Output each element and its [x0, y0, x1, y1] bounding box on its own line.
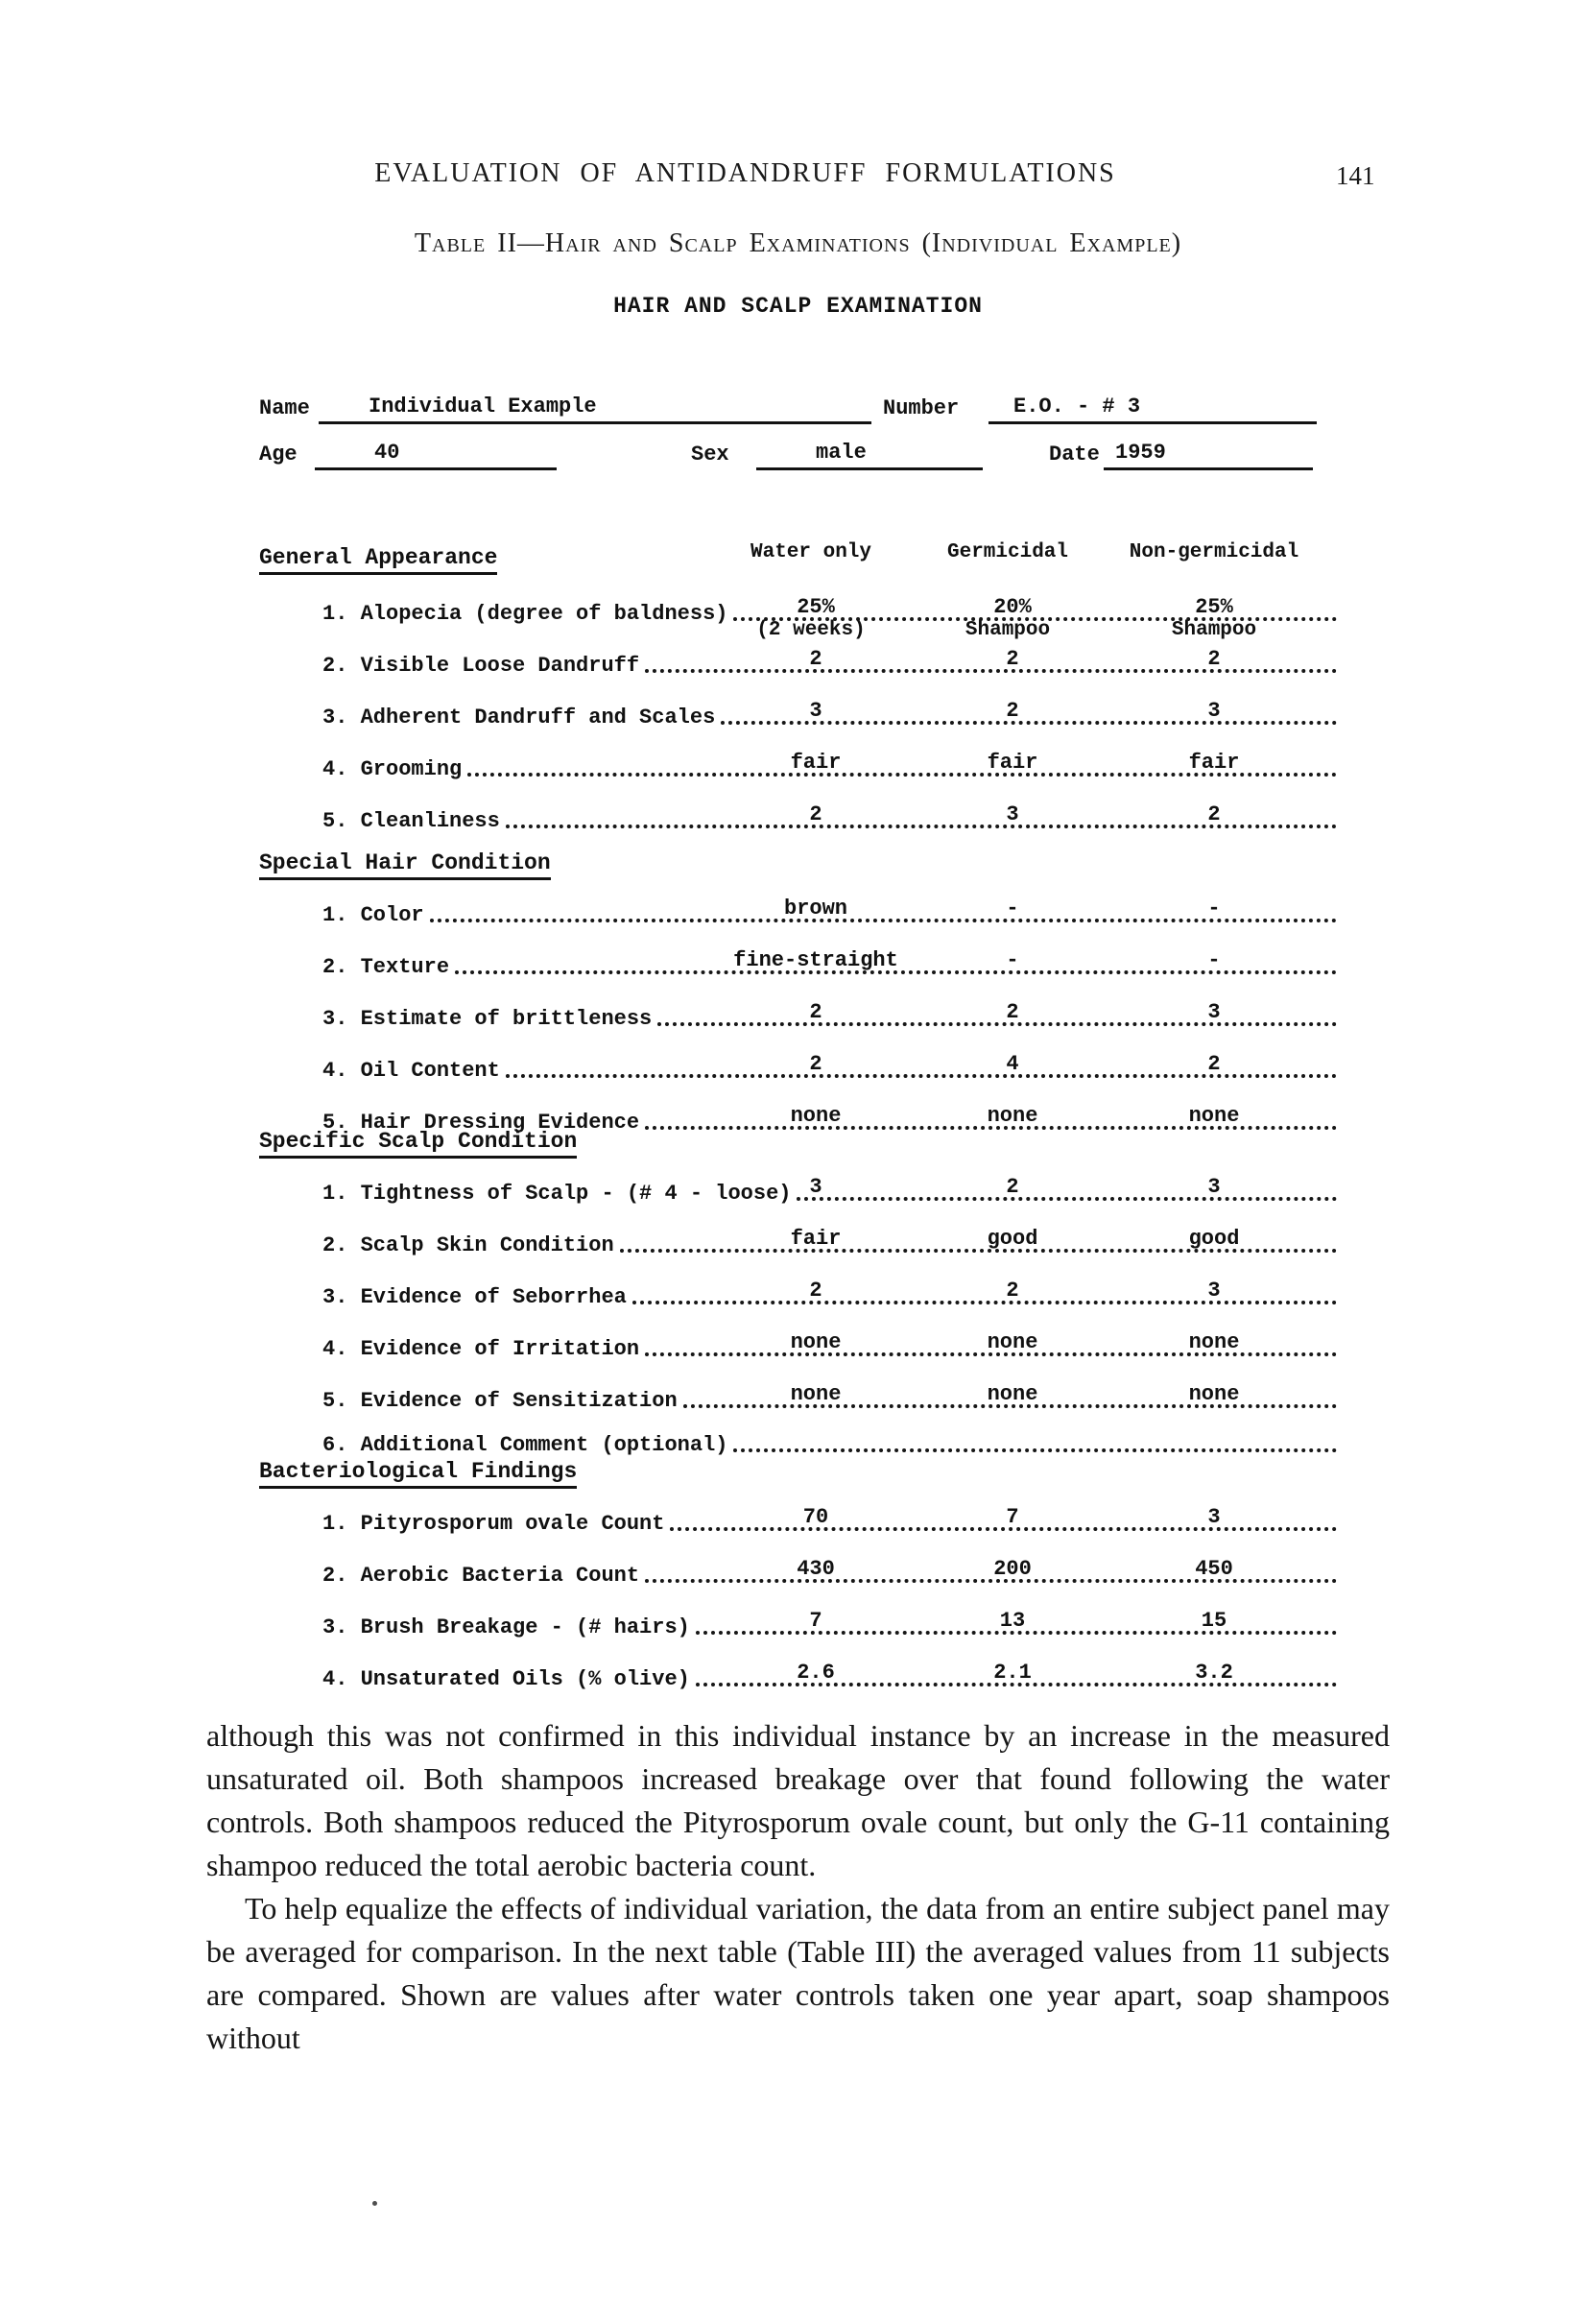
form-item-row	[322, 641, 1339, 680]
section-heading: General Appearance	[259, 545, 497, 575]
form-item-value: 3	[809, 1175, 822, 1199]
dotted-leader	[645, 1579, 1337, 1583]
form-item-row	[322, 1603, 1339, 1641]
body-paragraph: although this was not confirmed in this individual instance by an increase in the measured unsaturated oil. Both shampoos increased breakage over that found following the water controls. Both shampoos reduced the Pityrosporum ovale count, but only the G-11 containing shampoo reduced the total aerobic bacteria count.	[206, 1718, 1390, 1882]
form-item-label: 4. Evidence of Irritation	[322, 1337, 640, 1361]
form-item-value: good	[1188, 1227, 1240, 1251]
form-item-value: 13	[999, 1609, 1026, 1633]
table-caption: Table II—Hair and Scalp Examinations (Individual Example)	[414, 228, 1182, 258]
form-item-value: 7	[809, 1609, 822, 1633]
sex-field-underline	[756, 435, 983, 470]
body-paragraph: To help equalize the effects of individual variation, the data from an entire subject panel may be averaged for comparison. In the next table (Table III) the averaged values from 11 subjects are compared. Shown are values after water controls taken one year apart, soap shampoos without	[206, 1891, 1390, 2055]
date-field-value: 1959	[1115, 441, 1166, 465]
form-item-label: 2. Texture	[322, 955, 450, 979]
scan-artifact-dot	[372, 2201, 377, 2206]
form-item-row	[322, 1421, 1339, 1459]
form-item-row	[322, 891, 1339, 929]
form-item-row	[322, 589, 1339, 628]
dotted-leader	[797, 1197, 1337, 1201]
form-item-value: fine-straight	[733, 948, 898, 972]
form-item-row	[322, 1221, 1339, 1259]
sex-field-label: Sex	[691, 442, 729, 466]
form-item-value: 2	[809, 1052, 822, 1076]
form-item-value: none	[790, 1104, 842, 1128]
form-item-value: 2	[1006, 1279, 1019, 1303]
section-heading: Specific Scalp Condition	[259, 1129, 577, 1159]
column-header-line: Water only	[750, 541, 872, 563]
form-item-value: 2	[1006, 699, 1019, 723]
page-number: 141	[1336, 161, 1375, 190]
form-item-label: 3. Evidence of Seborrhea	[322, 1285, 627, 1309]
form-item-row	[322, 797, 1339, 835]
page-header: EVALUATION OF ANTIDANDRUFF FORMULATIONS	[374, 158, 1116, 188]
form-item-value: 450	[1195, 1557, 1233, 1581]
form-item-label: 3. Brush Breakage - (# hairs)	[322, 1615, 690, 1639]
form-item-value: 2.6	[797, 1661, 835, 1685]
form-item-value: 2	[1006, 1175, 1019, 1199]
form-item-value: none	[1188, 1382, 1240, 1406]
name-field-value: Individual Example	[369, 395, 597, 419]
dotted-leader	[733, 1448, 1337, 1452]
form-item-row	[322, 1325, 1339, 1363]
form-item-value: 7	[1006, 1505, 1019, 1529]
form-item-value: none	[790, 1382, 842, 1406]
form-item-value: 2	[809, 647, 822, 671]
form-item-value: 430	[797, 1557, 835, 1581]
form-item-value: 2	[1207, 802, 1221, 826]
form-item-value: none	[790, 1330, 842, 1354]
form-item-label: 5. Cleanliness	[322, 809, 500, 833]
form-item-value: 2	[809, 1000, 822, 1024]
form-item-value: 2	[1006, 647, 1019, 671]
form-item-row	[322, 1551, 1339, 1590]
age-field-label: Age	[259, 442, 298, 466]
form-item-value: fair	[1188, 751, 1240, 775]
form-item-label: 1. Alopecia (degree of baldness)	[322, 602, 728, 626]
form-item-value: 2	[809, 802, 822, 826]
form-item-value: none	[987, 1330, 1038, 1354]
date-field-label: Date	[1049, 442, 1100, 466]
form-item-row	[322, 1169, 1339, 1208]
form-title: HAIR AND SCALP EXAMINATION	[613, 294, 983, 319]
dotted-leader	[657, 1022, 1337, 1026]
form-item-value: 3	[1207, 1000, 1221, 1024]
column-header-line: Non-germicidal	[1129, 541, 1299, 563]
form-item-value: -	[1207, 897, 1221, 921]
form-item-row	[322, 745, 1339, 783]
column-header-line: Shampoo	[965, 619, 1051, 641]
age-field-value: 40	[374, 441, 400, 465]
form-item-row	[322, 994, 1339, 1033]
dotted-leader	[670, 1527, 1337, 1531]
form-item-value: 3	[1207, 1175, 1221, 1199]
form-item-value: none	[1188, 1330, 1240, 1354]
form-item-value: 200	[993, 1557, 1032, 1581]
form-item-value: good	[987, 1227, 1038, 1251]
form-item-value: 15	[1201, 1609, 1227, 1633]
form-item-value: 2	[1207, 1052, 1221, 1076]
section-heading: Special Hair Condition	[259, 850, 551, 880]
column-header-line: Shampoo	[1171, 619, 1257, 641]
form-field-row	[0, 392, 1596, 424]
form-item-value: 25%	[1195, 595, 1233, 619]
form-item-row	[322, 1046, 1339, 1085]
form-item-row	[322, 1376, 1339, 1415]
form-item-value: -	[1207, 948, 1221, 972]
form-item-value: -	[1006, 948, 1019, 972]
form-item-row	[322, 693, 1339, 731]
form-item-label: 1. Tightness of Scalp - (# 4 - loose)	[322, 1182, 792, 1206]
form-item-value: 2	[809, 1279, 822, 1303]
form-item-value: fair	[790, 1227, 842, 1251]
number-field-underline	[989, 389, 1317, 424]
form-item-label: 5. Evidence of Sensitization	[322, 1389, 678, 1413]
column-header-line: (2 weeks)	[756, 619, 866, 641]
form-item-label: 4. Unsaturated Oils (% olive)	[322, 1667, 690, 1691]
form-item-value: 70	[802, 1505, 829, 1529]
form-item-value: 3	[1207, 1505, 1221, 1529]
form-item-label: 2. Visible Loose Dandruff	[322, 654, 640, 678]
dotted-leader	[645, 669, 1337, 673]
form-item-value: brown	[783, 897, 848, 921]
form-item-value: 2	[1006, 1000, 1019, 1024]
form-item-label: 3. Estimate of brittleness	[322, 1007, 653, 1031]
form-item-value: fair	[790, 751, 842, 775]
section-heading: Bacteriological Findings	[259, 1459, 577, 1489]
form-field-row	[0, 438, 1596, 470]
form-item-value: none	[987, 1104, 1038, 1128]
sex-field-value: male	[816, 441, 867, 465]
form-item-value: 20%	[993, 595, 1032, 619]
form-item-value: none	[1188, 1104, 1240, 1128]
form-item-label: 5. Hair Dressing Evidence	[322, 1111, 640, 1135]
form-item-label: 4. Grooming	[322, 757, 463, 781]
dotted-leader	[632, 1301, 1337, 1304]
column-header-line: Germicidal	[946, 541, 1069, 563]
form-item-value: 4	[1006, 1052, 1019, 1076]
body-text	[206, 1714, 1390, 2060]
form-item-row	[322, 943, 1339, 981]
form-item-label: 2. Scalp Skin Condition	[322, 1233, 614, 1257]
form-item-row	[322, 1655, 1339, 1693]
form-item-value: 2.1	[993, 1661, 1032, 1685]
form-item-row	[322, 1499, 1339, 1538]
form-item-value: 25%	[797, 595, 835, 619]
dotted-leader	[430, 919, 1337, 922]
name-field-label: Name	[259, 396, 310, 420]
form-item-label: 6. Additional Comment (optional)	[322, 1433, 728, 1457]
name-field-underline	[319, 389, 871, 424]
number-field-label: Number	[883, 396, 960, 420]
form-item-label: 1. Color	[322, 903, 424, 927]
form-item-value: 2	[1207, 647, 1221, 671]
number-field-value: E.O. - # 3	[1013, 395, 1141, 419]
form-item-label: 2. Aerobic Bacteria Count	[322, 1564, 640, 1588]
date-field-underline	[1104, 435, 1313, 470]
form-item-value: 3	[1006, 802, 1019, 826]
form-item-value: fair	[987, 751, 1038, 775]
form-item-label: 1. Pityrosporum ovale Count	[322, 1512, 665, 1536]
form-item-value: none	[987, 1382, 1038, 1406]
form-item-row	[322, 1273, 1339, 1311]
form-item-value: 3.2	[1195, 1661, 1233, 1685]
form-item-value: -	[1006, 897, 1019, 921]
form-item-value: 3	[1207, 1279, 1221, 1303]
form-item-value: 3	[1207, 699, 1221, 723]
age-field-underline	[315, 435, 557, 470]
form-item-label: 3. Adherent Dandruff and Scales	[322, 706, 716, 729]
form-item-value: 3	[809, 699, 822, 723]
form-item-label: 4. Oil Content	[322, 1059, 500, 1083]
